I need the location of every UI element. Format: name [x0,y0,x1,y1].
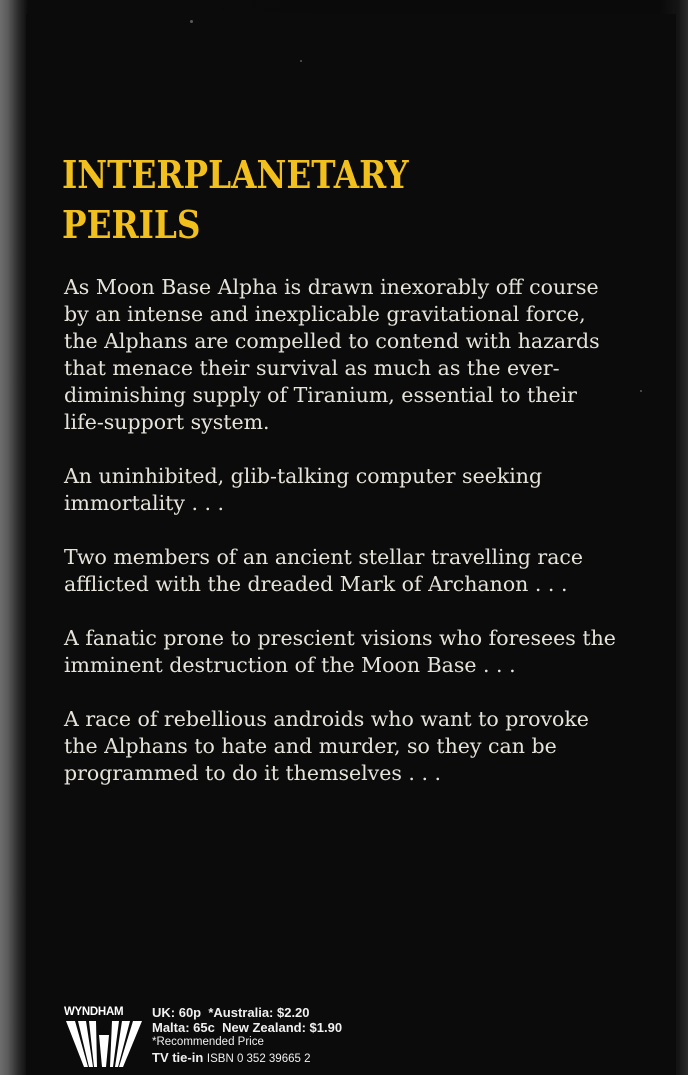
blurb-paragraph: Two members of an ancient stellar travelling race afflicted with the dreaded Mark of Archanon . . . [64,545,584,596]
book-title [62,150,409,250]
tv-tie-in-label: TV tie-in [152,1050,204,1065]
title-line: INTERPLANETARY [62,152,409,197]
wyndham-logo [64,1006,146,1070]
blurb [64,274,654,814]
print-speck [300,60,302,62]
print-speck [190,20,193,23]
recommended-price-note: *Recommended Price [152,1036,264,1048]
isbn: ISBN 0 352 39665 2 [206,1053,311,1065]
price-uk: UK: 60p [152,1005,202,1020]
w-logo-icon [66,1021,142,1069]
blurb-paragraph: As Moon Base Alpha is drawn inexorably off course by an intense and inexplicable gravitational force, the Alphans are compelled to contend with hazards that menace their survival as much as the ever- diminishing supply of Tiranium, essential to their life-support system. [64,275,600,434]
publisher-name: WYNDHAM [64,1006,124,1018]
publisher-footer [64,1006,424,1070]
price-block [152,1005,342,1067]
price-malta: Malta: 65c [152,1020,215,1035]
blurb-paragraph: An uninhibited, glib-talking computer seeking immortality . . . [64,464,543,515]
title-line: PERILS [62,202,201,247]
blurb-paragraph: A race of rebellious androids who want to provoke the Alphans to hate and murder, so they can be programmed to do it themselves . . . [64,707,589,785]
price-australia: *Australia: $2.20 [208,1005,310,1020]
blurb-paragraph: A fanatic prone to prescient visions who foresees the imminent destruction of the Moon Base . . . [64,626,616,677]
price-new-zealand: New Zealand: $1.90 [222,1020,343,1035]
